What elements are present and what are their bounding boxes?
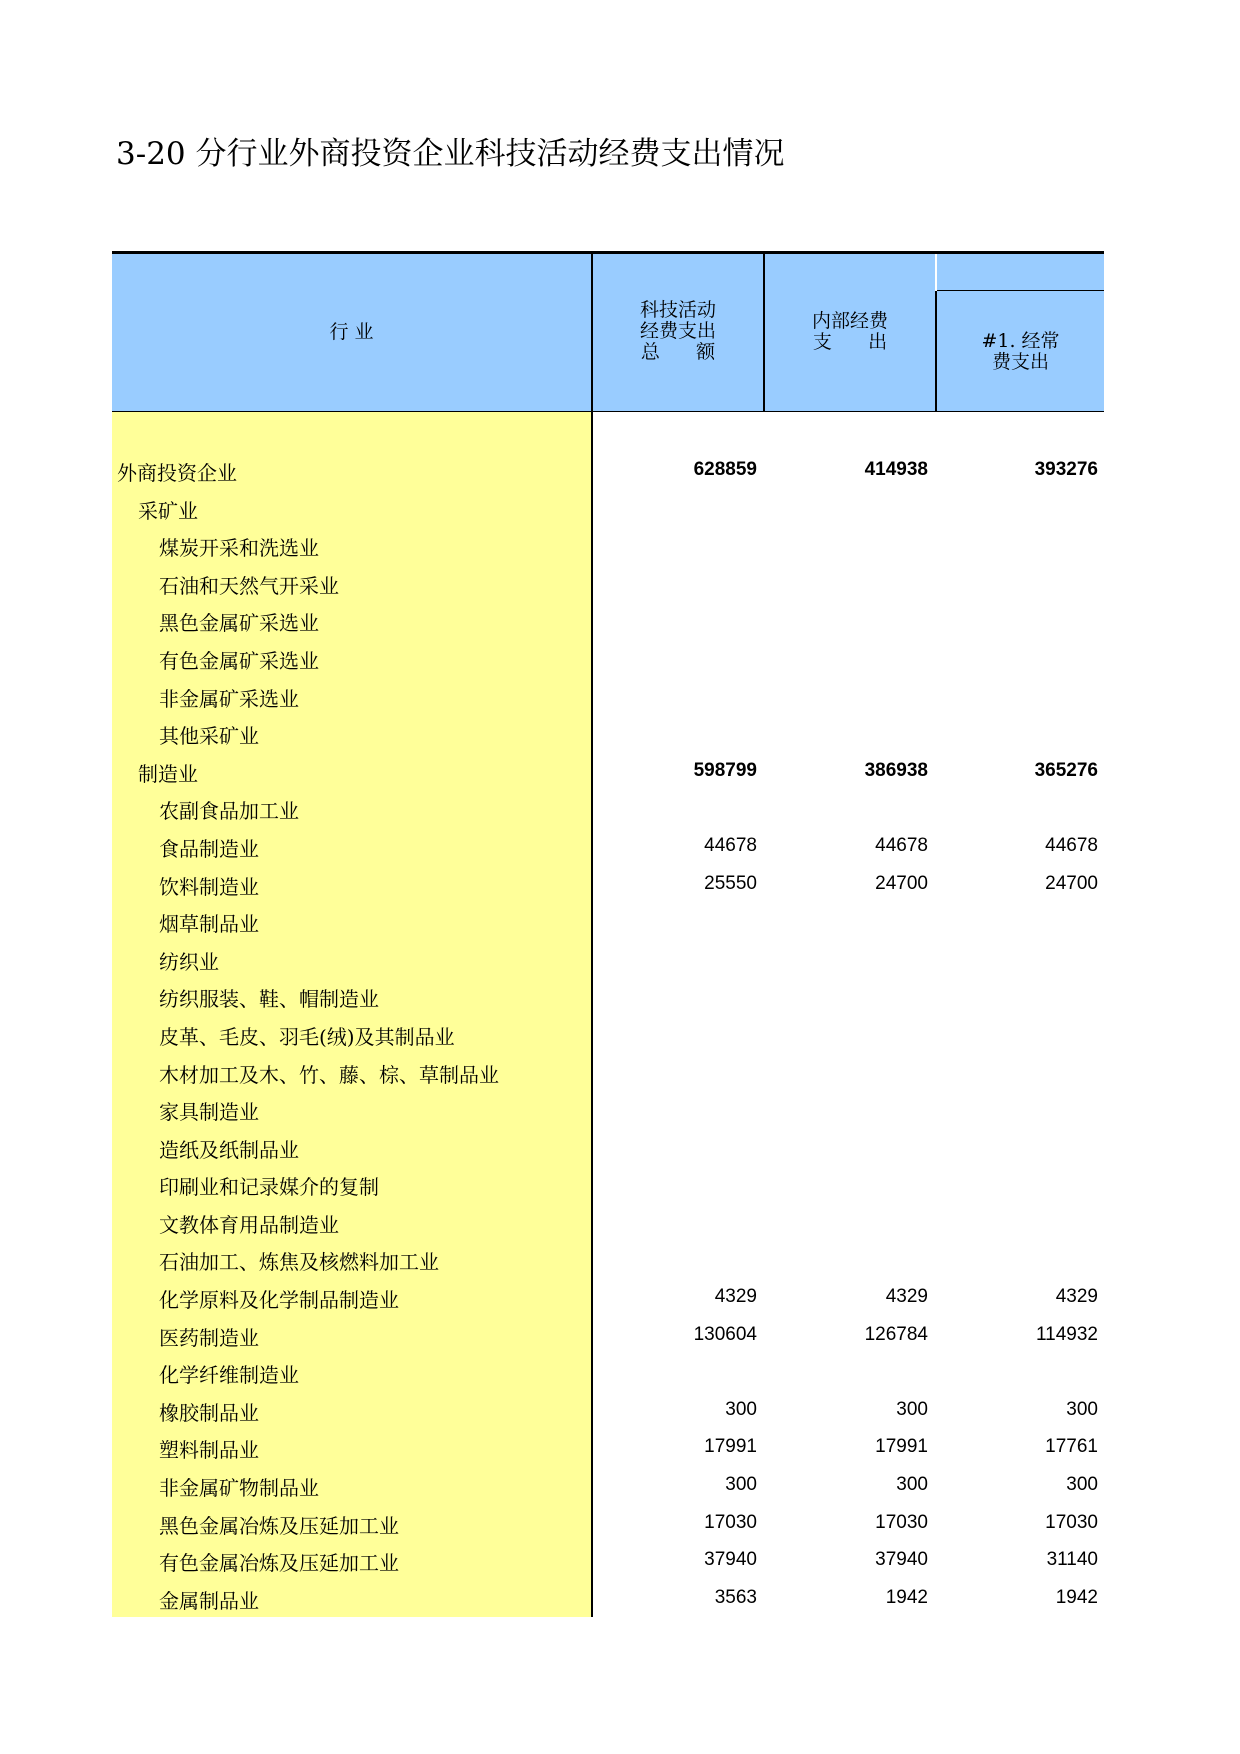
table-row — [112, 1579, 1104, 1617]
table-row — [112, 1353, 1104, 1391]
table-row — [112, 865, 1104, 903]
subheader-rule — [937, 290, 1104, 291]
internal-expenditure-value: 4329 — [885, 1286, 928, 1308]
recurring-expenditure-value: 300 — [1066, 1398, 1098, 1420]
table-row — [112, 1128, 1104, 1166]
header-col2-line: 支 出 — [812, 331, 888, 353]
industry-name: 有色金属冶炼及压延加工业 — [159, 1551, 399, 1576]
industry-name: 化学纤维制造业 — [159, 1363, 299, 1388]
table-row — [112, 639, 1104, 677]
industry-name: 皮革、毛皮、羽毛(绒)及其制品业 — [159, 1024, 455, 1049]
recurring-expenditure-value: 114932 — [1036, 1323, 1098, 1345]
recurring-expenditure-value: 393276 — [1034, 459, 1098, 480]
industry-name: 化学原料及化学制品制造业 — [159, 1288, 399, 1313]
internal-expenditure-value: 17991 — [875, 1436, 928, 1458]
header-col1-line: 总 额 — [640, 341, 716, 363]
internal-expenditure-value: 300 — [896, 1474, 928, 1496]
table-row — [112, 601, 1104, 639]
industry-name: 采矿业 — [138, 498, 198, 523]
header-col1-line: 经费支出 — [639, 320, 716, 342]
recurring-expenditure-value: 4329 — [1055, 1286, 1098, 1308]
total-expenditure-value: 598799 — [693, 759, 757, 781]
table-body — [112, 451, 1104, 1616]
industry-name: 造纸及纸制品业 — [159, 1137, 299, 1162]
table-row — [112, 977, 1104, 1015]
table-row — [112, 714, 1104, 752]
header-bottom-rule — [112, 411, 1104, 412]
industry-name: 烟草制品业 — [159, 912, 259, 937]
total-expenditure-value: 17030 — [704, 1511, 757, 1533]
internal-expenditure-value: 126784 — [864, 1323, 928, 1345]
header-industry-label: 行 业 — [329, 321, 374, 343]
table-row — [112, 1090, 1104, 1128]
industry-name: 纺织业 — [159, 949, 219, 974]
header-col2-label — [765, 311, 935, 353]
industry-name: 其他采矿业 — [159, 724, 259, 749]
table-row — [112, 902, 1104, 940]
recurring-expenditure-value: 31140 — [1046, 1549, 1098, 1571]
industry-name: 黑色金属矿采选业 — [159, 611, 319, 636]
header-col2-line: 内部经费 — [811, 310, 888, 332]
industry-name: 黑色金属冶炼及压延加工业 — [159, 1513, 399, 1538]
recurring-expenditure-value: 24700 — [1045, 872, 1098, 894]
industry-name: 塑料制品业 — [159, 1438, 259, 1463]
table-row — [112, 1504, 1104, 1542]
internal-expenditure-value: 414938 — [864, 459, 928, 480]
page-title: 3-20 分行业外商投资企业科技活动经费支出情况 — [116, 136, 785, 172]
table-row — [112, 1015, 1104, 1053]
table-row — [112, 1541, 1104, 1579]
recurring-expenditure-value: 17030 — [1045, 1511, 1098, 1533]
header-col1-line: 科技活动 — [639, 299, 716, 321]
table-row — [112, 1316, 1104, 1354]
table-row — [112, 1278, 1104, 1316]
total-expenditure-value: 37940 — [704, 1549, 757, 1571]
total-expenditure-value: 44678 — [704, 834, 757, 856]
industry-name: 饮料制造业 — [159, 874, 259, 899]
internal-expenditure-value: 17030 — [875, 1511, 928, 1533]
table-row — [112, 1240, 1104, 1278]
industry-name: 印刷业和记录媒介的复制 — [159, 1175, 379, 1200]
table-row — [112, 489, 1104, 527]
table-row — [112, 1053, 1104, 1091]
table-row — [112, 526, 1104, 564]
industry-name: 金属制品业 — [159, 1588, 259, 1613]
total-expenditure-value: 4329 — [714, 1286, 757, 1308]
industry-name: 纺织服装、鞋、帽制造业 — [159, 987, 379, 1012]
industry-name: 家具制造业 — [159, 1100, 259, 1125]
industry-name: 制造业 — [138, 761, 198, 786]
table-row — [112, 1466, 1104, 1504]
table-row — [112, 564, 1104, 602]
total-expenditure-value: 300 — [725, 1474, 757, 1496]
industry-name: 文教体育用品制造业 — [159, 1212, 339, 1237]
industry-name: 医药制造业 — [159, 1325, 259, 1350]
internal-expenditure-value: 386938 — [864, 759, 928, 781]
industry-name: 非金属矿物制品业 — [159, 1476, 319, 1501]
industry-name: 食品制造业 — [159, 836, 259, 861]
total-expenditure-value: 628859 — [693, 459, 757, 480]
industry-name: 外商投资企业 — [117, 461, 237, 485]
header-col1-label — [593, 300, 763, 363]
industry-name: 农副食品加工业 — [159, 799, 299, 824]
industry-name: 煤炭开采和洗选业 — [159, 536, 319, 561]
recurring-expenditure-value: 300 — [1066, 1474, 1098, 1496]
industry-name: 非金属矿采选业 — [159, 686, 299, 711]
recurring-expenditure-value: 44678 — [1045, 834, 1098, 856]
industry-name: 有色金属矿采选业 — [159, 648, 319, 673]
recurring-expenditure-value: 1942 — [1055, 1586, 1098, 1608]
table-row — [112, 752, 1104, 790]
recurring-expenditure-value: 17761 — [1045, 1436, 1098, 1458]
total-expenditure-value: 130604 — [693, 1323, 757, 1345]
total-expenditure-value: 25550 — [704, 872, 757, 894]
table-row — [112, 1391, 1104, 1429]
header-col3-label — [937, 331, 1104, 373]
internal-expenditure-value: 24700 — [875, 872, 928, 894]
data-table — [112, 251, 1104, 1617]
recurring-expenditure-value: 365276 — [1034, 759, 1098, 781]
table-row — [112, 827, 1104, 865]
table-row — [112, 940, 1104, 978]
internal-expenditure-value: 37940 — [875, 1549, 928, 1571]
table-row — [112, 1203, 1104, 1241]
table-row — [112, 677, 1104, 715]
internal-expenditure-value: 300 — [896, 1398, 928, 1420]
industry-name: 石油和天然气开采业 — [159, 573, 339, 598]
total-expenditure-value: 17991 — [704, 1436, 757, 1458]
table-row — [112, 1428, 1104, 1466]
header-col3-line: #1. 经常 — [981, 330, 1060, 352]
internal-expenditure-value: 44678 — [875, 834, 928, 856]
internal-expenditure-value: 1942 — [885, 1586, 928, 1608]
table-row — [112, 789, 1104, 827]
industry-name: 橡胶制品业 — [159, 1400, 259, 1425]
industry-name: 石油加工、炼焦及核燃料加工业 — [159, 1250, 439, 1275]
total-expenditure-value: 3563 — [714, 1586, 757, 1608]
table-row — [112, 1165, 1104, 1203]
header-col3-line: 费支出 — [991, 351, 1049, 373]
industry-name: 木材加工及木、竹、藤、棕、草制品业 — [159, 1062, 499, 1087]
total-expenditure-value: 300 — [725, 1398, 757, 1420]
table-row — [112, 451, 1104, 489]
